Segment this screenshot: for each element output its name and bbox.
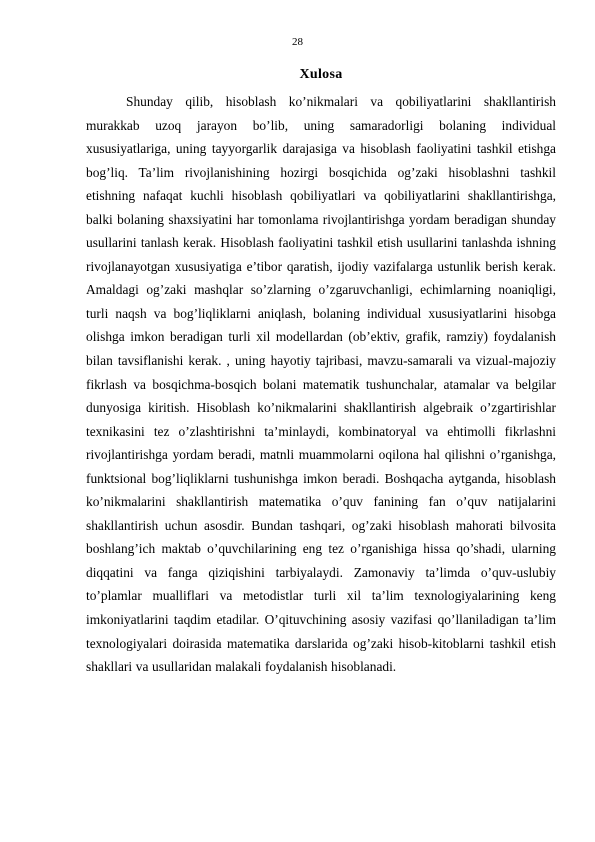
page-number: 28 <box>292 36 303 48</box>
body-paragraph: Shunday qilib, hisoblash ko’nikmalari va qobiliyatlarini shakllantirish murakkab uzoq jarayon bo’lib, uning samaradorligi bolaning individual xususiyatlariga, uning tayyorgarlik darajasiga va hisoblash faoliyatini tashkil etishga bog’liq. Ta’lim rivojlanishining hozirgi bosqichida og’zaki hisoblashni tashkil etishning nafaqat kuchli hisoblash qobiliyatlari va qobiliyatlarini shakllantirishga, balki bolaning shaxsiyatini har tomonlama rivojlantirishga yordam beradigan shunday usullarini tanlash kerak. Hisoblash faoliyatini tashkil etish usullarini tanlashda ishning rivojlanayotgan xususiyatiga e’tibor qaratish, ijodiy vazifalarga ustunlik berish kerak. Amaldagi og’zaki mashqlar so’zlarning o’zgaruvchanligi, echimlarning noaniqligi, turli naqsh va bog’liqliklarni aniqlash, bolaning individual xususiyatlarini hisobga olishga imkon beradigan turli xil modellardan (ob’ektiv, grafik, ramziy) foydalanish bilan tavsiflanishi kerak. , uning hayotiy tajribasi, mavzu-samarali va vizual-majoziy fikrlash va bosqichma-bosqich bolani matematik tushunchalar, atamalar va belgilar dunyosiga kiritish. Hisoblash ko’nikmalarini shakllantirish algebraik o’zgartirishlar texnikasini tez o’zlashtirishni ta’minlaydi, kombinatoryal va ehtimolli fikrlashni rivojlantirishga yordam beradi, matnli muammolarni oqilona hal qilishni o’rganishga, funktsional bog’liqliklarni tushunishga imkon beradi. Boshqacha aytganda, hisoblash ko’nikmalarini shakllantirish matematika o’quv fanining fan o’quv natijalarini shakllantirish uchun asosdir. Bundan tashqari, og’zaki hisoblash mahorati bilvosita boshlang’ich maktab o’quvchilarining eng tez o’rganishiga hissa qo’shadi, ularning diqqatini va fanga qiziqishini tarbiyalaydi. Zamonaviy ta’limda o’quv-uslubiy to’plamlar mualliflari va metodistlar turli xil ta’lim texnologiyalarining keng imkoniyatlarini taqdim etadilar. O’qituvchining asosiy vazifasi qo’llaniladigan ta’lim texnologiyalari doirasida matematika darslarida og’zaki hisob-kitoblarni tashkil etish shakllari va usullaridan malakali foydalanish hisoblanadi. <box>86 94 556 675</box>
section-heading: Xulosa <box>299 67 343 82</box>
